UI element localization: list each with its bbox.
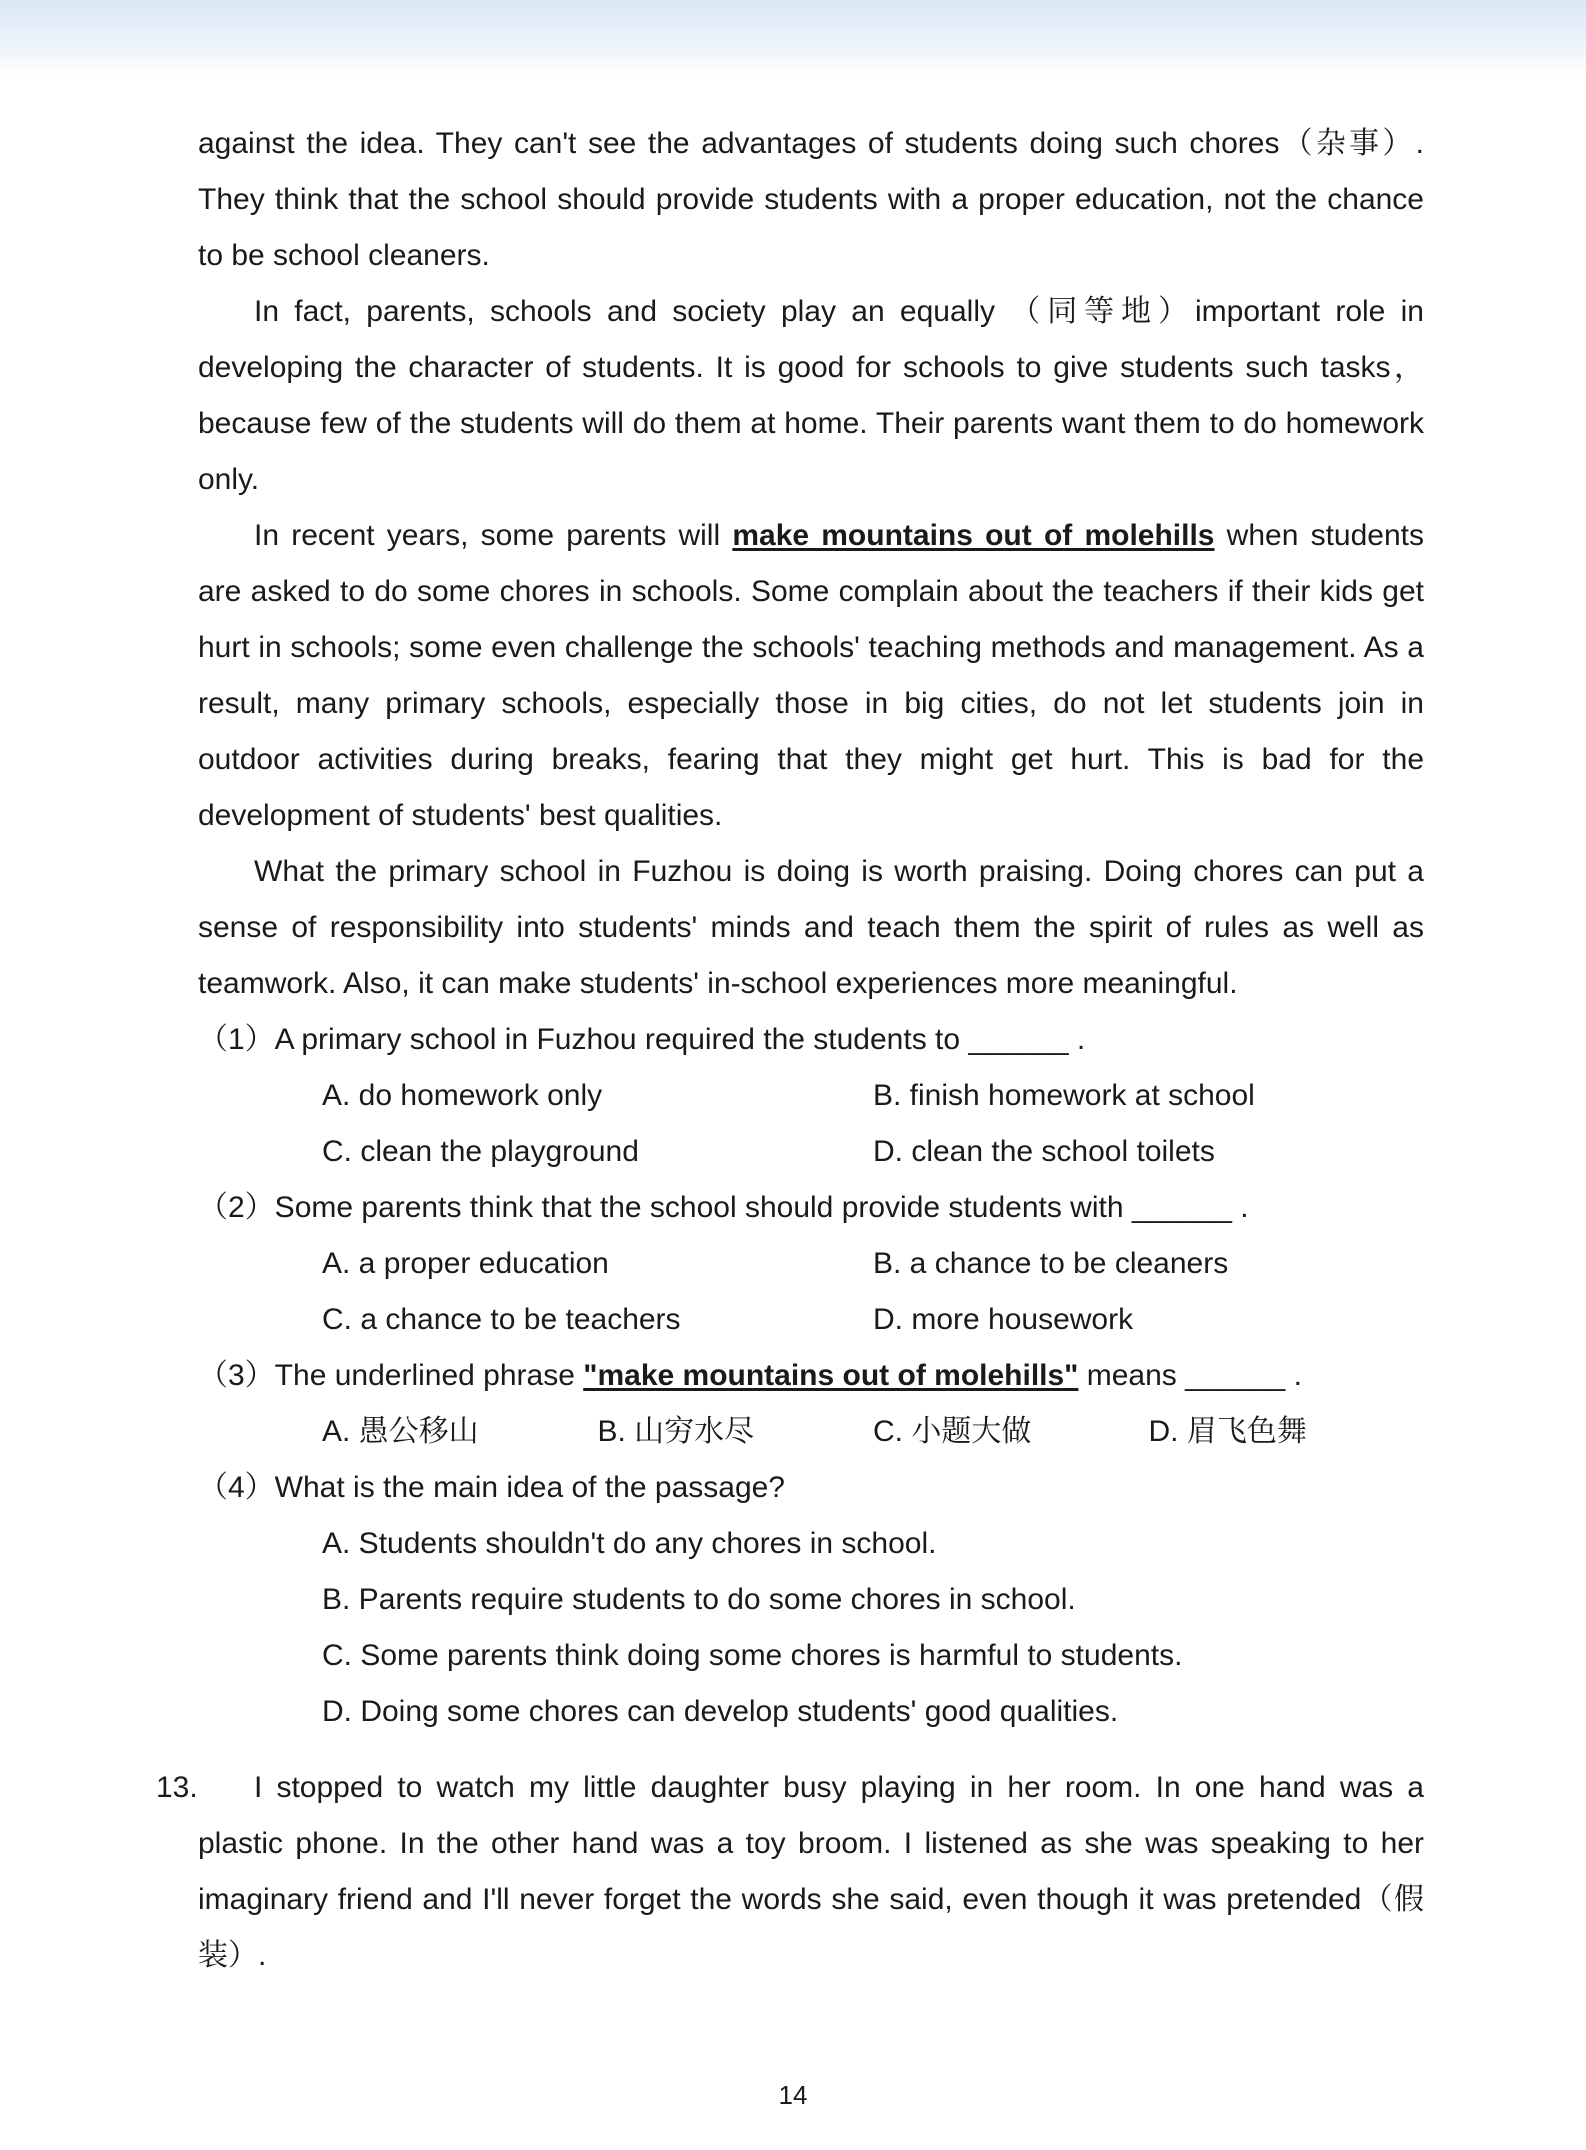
item-number: 13. xyxy=(156,1771,198,1804)
option-b: B. Parents require students to do some chores in school. xyxy=(322,1583,1076,1616)
option-a: A. Students shouldn't do any chores in school. xyxy=(322,1527,937,1560)
page-number: 14 xyxy=(778,2080,808,2110)
option-a: A. 愚公移山 xyxy=(322,1415,479,1448)
question-3 xyxy=(198,1348,1424,1404)
option-b: B. a chance to be cleaners xyxy=(873,1247,1229,1280)
item-13-text: I stopped to watch my little daughter busy playing in her room. In one hand was a plastic phone. In the other hand was a toy broom. I listened as she was speaking to her imaginary friend and I'll never forget the words she said, even though it was pretended（假装）. xyxy=(198,1771,1424,1972)
question-3-end: means ______ . xyxy=(1078,1359,1302,1392)
option-d: D. clean the school toilets xyxy=(873,1135,1215,1168)
paragraph-2: In fact, parents, schools and society play an equally （同等地）important role in developing the character of students. It is good for schools to give students such tasks，because few of the students will do them at home. Their parents want them to do homework only. xyxy=(198,295,1424,496)
option-c: C. Some parents think doing some chores is harmful to students. xyxy=(322,1639,1183,1672)
option-d: D. Doing some chores can develop students' good qualities. xyxy=(322,1695,1119,1728)
option-b: B. 山穷水尽 xyxy=(597,1415,755,1448)
item-13 xyxy=(156,1760,1424,1984)
spacer xyxy=(198,1740,1424,1760)
question-2: （2）Some parents think that the school should provide students with ______ . xyxy=(198,1191,1249,1224)
option-c: C. a chance to be teachers xyxy=(322,1303,681,1336)
question-2-options xyxy=(198,1236,1424,1348)
underlined-phrase: make mountains out of molehills xyxy=(732,519,1215,552)
paragraph-3 xyxy=(198,508,1424,844)
question-1: （1）A primary school in Fuzhou required the students to ______ . xyxy=(198,1023,1086,1056)
option-d: D. 眉飞色舞 xyxy=(1148,1415,1307,1448)
question-3-options xyxy=(198,1404,1424,1460)
option-d: D. more housework xyxy=(873,1303,1134,1336)
option-b: B. finish homework at school xyxy=(873,1079,1255,1112)
question-4-options xyxy=(198,1516,1424,1740)
option-c: C. clean the playground xyxy=(322,1135,639,1168)
document-page xyxy=(156,116,1424,1984)
question-3-start: （3）The underlined phrase xyxy=(198,1359,584,1392)
paragraph-3-end: when students are asked to do some chores in schools. Some complain about the teachers if their kids get hurt in schools; some even challenge the schools' teaching methods and management. As a result, many primary schools, especially those in big cities, do not let students join in outdoor activities during breaks, fearing that they might get hurt. This is bad for the development of students' best qualities. xyxy=(198,519,1424,832)
paragraph-1: against the idea. They can't see the advantages of students doing such chores（杂事）. They think that the school should provide students with a proper education, not the chance to be school cleaners. xyxy=(198,127,1424,272)
question-4: （4）What is the main idea of the passage? xyxy=(198,1471,785,1504)
option-c: C. 小题大做 xyxy=(873,1415,1032,1448)
paragraph-4: What the primary school in Fuzhou is doing is worth praising. Doing chores can put a sense of responsibility into students' minds and teach them the spirit of rules as well as teamwork. Also, it can make students' in-school experiences more meaningful. xyxy=(198,855,1424,1000)
option-a: A. a proper education xyxy=(322,1247,609,1280)
header-band xyxy=(0,0,1586,78)
paragraph-3-start: In recent years, some parents will xyxy=(254,519,733,552)
option-a: A. do homework only xyxy=(322,1079,603,1112)
question-3-phrase: "make mountains out of molehills" xyxy=(583,1359,1079,1392)
question-1-options xyxy=(198,1068,1424,1180)
